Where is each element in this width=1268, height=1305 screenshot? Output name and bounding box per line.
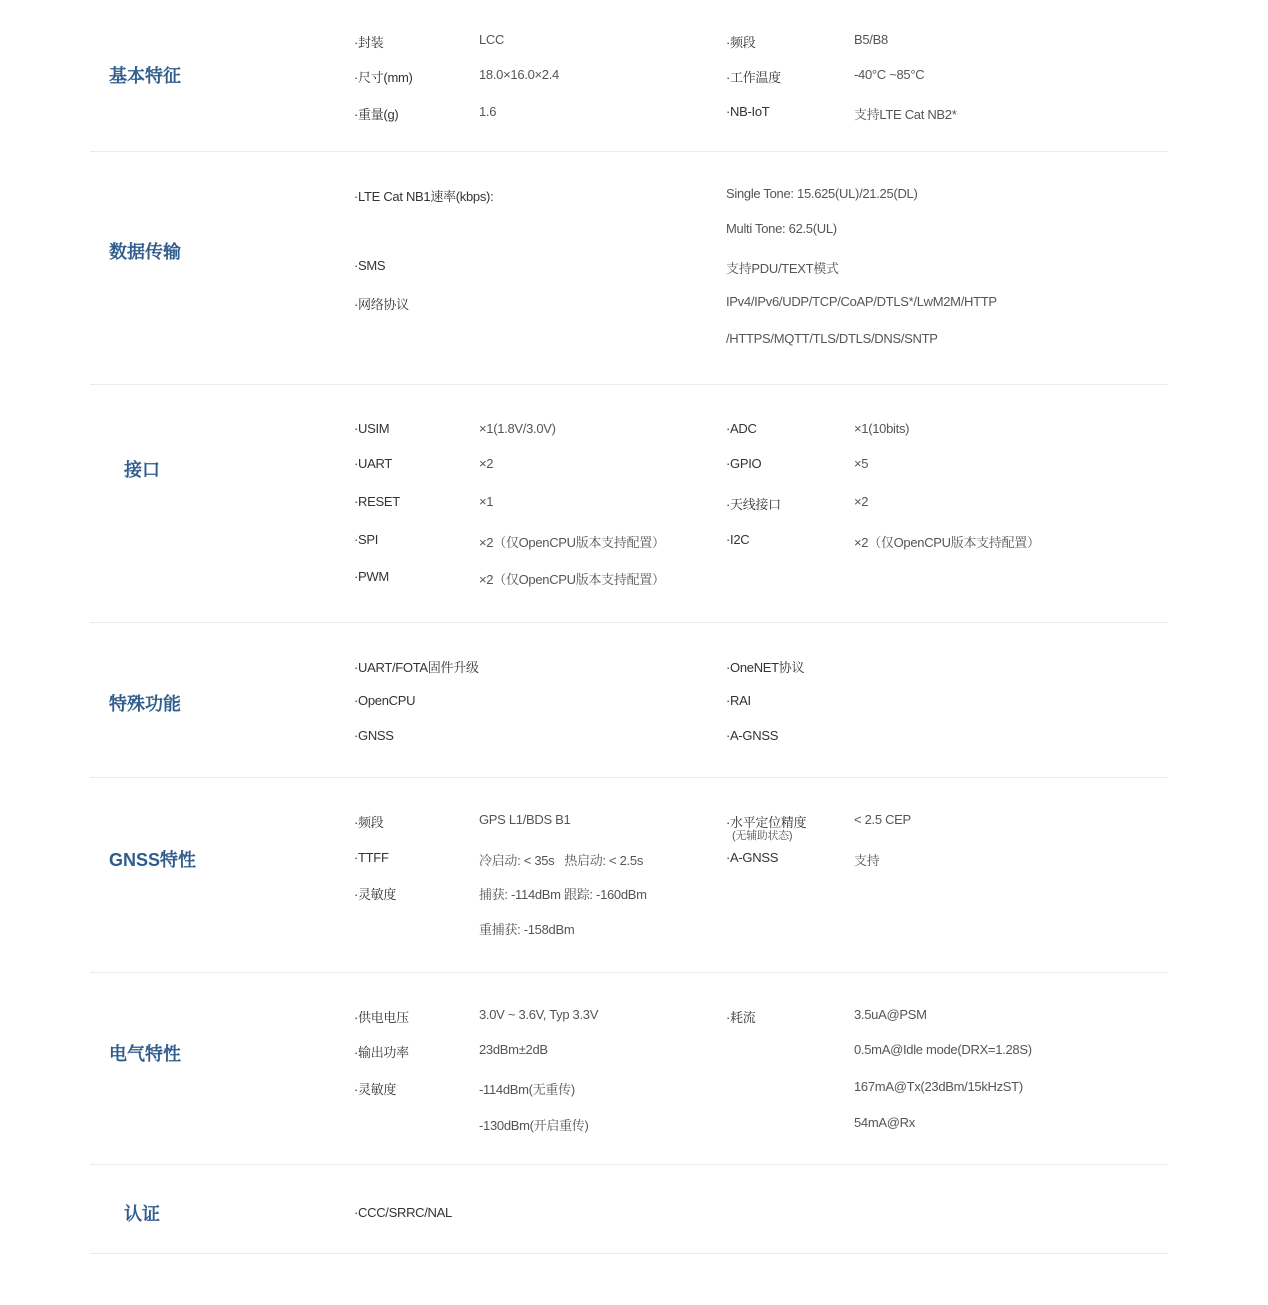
spec-value: ×2 (854, 494, 869, 509)
spec-label: ·灵敏度 (354, 887, 397, 902)
section-title-special: 特殊功能 (109, 694, 181, 714)
spec-value: -114dBm(无重传) (479, 1082, 575, 1097)
section-title-interface: 接口 (124, 460, 160, 480)
spec-value: -40°C ~85°C (854, 67, 925, 82)
spec-label: ·NB-IoT (726, 104, 770, 119)
spec-label: ·天线接口 (726, 497, 781, 512)
spec-label: ·网络协议 (354, 297, 409, 312)
spec-label: ·水平定位精度 (726, 815, 807, 830)
spec-value: 支持PDU/TEXT模式 (726, 261, 839, 276)
spec-label: ·RESET (354, 494, 400, 509)
spec-label: ·耗流 (726, 1010, 756, 1025)
spec-label: ·尺寸(mm) (354, 70, 413, 85)
spec-label: ·USIM (354, 421, 390, 436)
spec-label: ·I2C (726, 532, 750, 547)
spec-value: IPv4/IPv6/UDP/TCP/CoAP/DTLS*/LwM2M/HTTP (726, 294, 997, 309)
section-divider (90, 384, 1168, 385)
spec-value: 0.5mA@Idle mode(DRX=1.28S) (854, 1042, 1032, 1057)
spec-label: ·LTE Cat NB1速率(kbps): (354, 189, 494, 204)
section-title-basic: 基本特征 (109, 66, 181, 86)
spec-label: ·灵敏度 (354, 1082, 397, 1097)
spec-value: Multi Tone: 62.5(UL) (726, 221, 837, 236)
feature-item: ·RAI (726, 693, 751, 708)
spec-value: 支持LTE Cat NB2* (854, 107, 957, 122)
spec-label: ·TTFF (354, 850, 389, 865)
spec-sub-label: (无辅助状态) (732, 830, 793, 842)
spec-value: 167mA@Tx(23dBm/15kHzST) (854, 1079, 1023, 1094)
section-divider (90, 777, 1168, 778)
spec-value: ×2 (479, 456, 494, 471)
spec-label: ·封装 (354, 35, 384, 50)
spec-value: 重捕获: -158dBm (479, 922, 575, 937)
spec-value: 1.6 (479, 104, 497, 119)
spec-value: ×2（仅OpenCPU版本支持配置） (479, 572, 665, 587)
section-divider (90, 1253, 1168, 1254)
spec-value: 支持 (854, 853, 880, 868)
feature-item: ·GNSS (354, 728, 394, 743)
spec-label: ·GPIO (726, 456, 762, 471)
spec-value: 3.5uA@PSM (854, 1007, 927, 1022)
spec-value: ×1(1.8V/3.0V) (479, 421, 556, 436)
spec-value: 冷启动: < 35s 热启动: < 2.5s (479, 853, 644, 868)
spec-value: ×2（仅OpenCPU版本支持配置） (479, 535, 665, 550)
feature-item: ·OpenCPU (354, 693, 416, 708)
section-title-cert: 认证 (124, 1204, 160, 1224)
spec-value: -130dBm(开启重传) (479, 1118, 589, 1133)
feature-item: ·A-GNSS (726, 728, 779, 743)
spec-value: 3.0V ~ 3.6V, Typ 3.3V (479, 1007, 599, 1022)
spec-label: ·SPI (354, 532, 379, 547)
spec-value: B5/B8 (854, 32, 888, 47)
spec-value: /HTTPS/MQTT/TLS/DTLS/DNS/SNTP (726, 331, 938, 346)
section-title-gnss: GNSS特性 (109, 850, 197, 870)
spec-value: ×2（仅OpenCPU版本支持配置） (854, 535, 1040, 550)
spec-value: < 2.5 CEP (854, 812, 911, 827)
section-divider (90, 972, 1168, 973)
section-title-electrical: 电气特性 (109, 1044, 181, 1064)
spec-value: 捕获: -114dBm 跟踪: -160dBm (479, 887, 647, 902)
feature-item: ·OneNET协议 (726, 660, 805, 675)
spec-value: ×1(10bits) (854, 421, 910, 436)
spec-label: ·A-GNSS (726, 850, 779, 865)
section-divider (90, 1164, 1168, 1165)
spec-label: ·SMS (354, 258, 386, 273)
spec-value: 54mA@Rx (854, 1115, 915, 1130)
spec-label: ·PWM (354, 569, 389, 584)
spec-label: ·重量(g) (354, 107, 399, 122)
section-divider (90, 622, 1168, 623)
section-divider (90, 151, 1168, 152)
spec-label: ·输出功率 (354, 1045, 409, 1060)
spec-label: ·频段 (726, 35, 756, 50)
spec-label: ·供电电压 (354, 1010, 409, 1025)
spec-label: ·ADC (726, 421, 757, 436)
spec-value: Single Tone: 15.625(UL)/21.25(DL) (726, 186, 918, 201)
spec-value: ×1 (479, 494, 494, 509)
spec-value: LCC (479, 32, 505, 47)
cert-value: ·CCC/SRRC/NAL (354, 1205, 452, 1220)
spec-value: ×5 (854, 456, 869, 471)
spec-value: GPS L1/BDS B1 (479, 812, 571, 827)
spec-label: ·工作温度 (726, 70, 781, 85)
spec-label: ·UART (354, 456, 392, 471)
spec-value: 18.0×16.0×2.4 (479, 67, 559, 82)
section-title-data: 数据传输 (109, 242, 181, 262)
spec-label: ·频段 (354, 815, 384, 830)
spec-value: 23dBm±2dB (479, 1042, 548, 1057)
feature-item: ·UART/FOTA固件升级 (354, 660, 479, 675)
